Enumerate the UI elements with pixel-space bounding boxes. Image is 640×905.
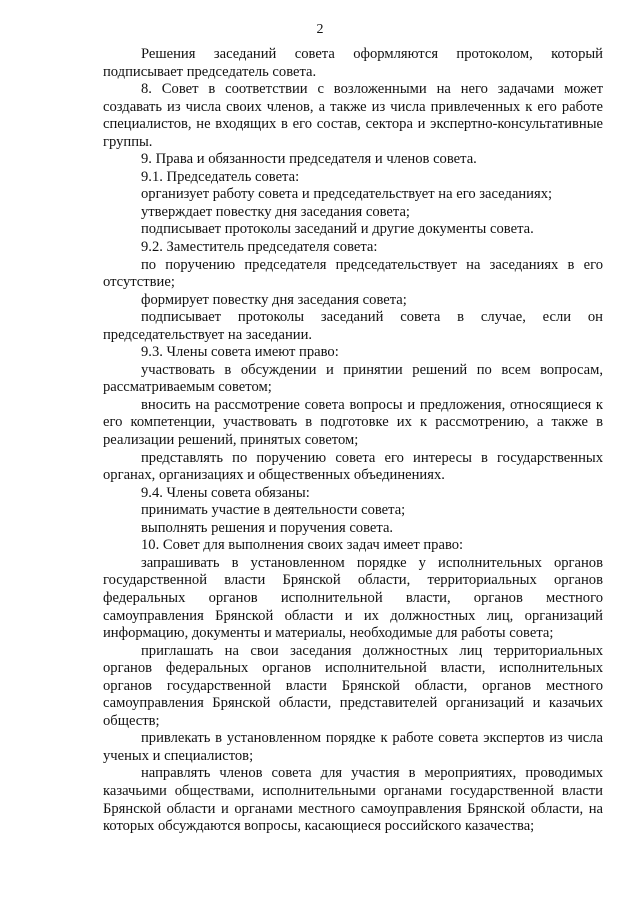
subsection-heading: 9.2. Заместитель председателя совета: [141, 239, 378, 256]
subsection-heading: 9.1. Председатель совета: [141, 168, 300, 185]
list-item: участвовать в обсуждении и принятии решений по всем вопросам, рассматриваемым советом; [103, 361, 603, 396]
list-item: утверждает повестку дня заседания совета; [141, 203, 410, 220]
paragraph: Решения заседаний совета оформляются протоколом, который подписывает председатель совета. [103, 46, 603, 80]
list-item: подписывает протоколы заседаний совета в случае, если он председательствует на заседании. [103, 309, 603, 343]
list-item: организует работу совета и председательствует на его заседаниях; [141, 186, 553, 203]
list-item: привлекать в установленном порядке к работе совета экспертов из числа ученых и специалистов; [103, 730, 603, 764]
list-item: приглашать на свои заседания должностных лиц территориальных органов федеральных органов исполнительной власти, исполнительных органов государственной власти Брянской области, органов местного самоуправления Брянской области, представителей организаций и казачьих обществ; [103, 642, 603, 729]
page-number: 2 [316, 22, 324, 37]
document-body [103, 46, 603, 836]
subsection-heading: 9.4. Члены совета обязаны: [141, 484, 310, 501]
section-heading: 9. Права и обязанности председателя и членов совета. [141, 151, 477, 168]
list-item: по поручению председателя председательствует на заседаниях в его отсутствие; [103, 256, 603, 291]
section-heading: 10. Совет для выполнения своих задач имеет право: [141, 537, 464, 554]
list-item: вносить на рассмотрение совета вопросы и предложения, относящиеся к его компетенции, участвовать в подготовке их к рассмотрению, а также в реализации решений, принятых советом; [103, 396, 603, 449]
list-item: принимать участие в деятельности совета; [141, 502, 406, 519]
list-item: направлять членов совета для участия в мероприятиях, проводимых казачьими обществами, исполнительными органами государственной власти Брянской области и органами местного самоуправления Брянской области, на которых обсуждаются вопросы, касающиеся российского казачества; [103, 765, 603, 835]
list-item: подписывает протоколы заседаний и другие документы совета. [141, 221, 534, 238]
list-item: формирует повестку дня заседания совета; [141, 291, 407, 308]
list-item: выполнять решения и поручения совета. [141, 519, 394, 536]
list-item: представлять по поручению совета его интересы в государственных органах, организациях и общественных объединениях. [103, 449, 603, 484]
list-item: запрашивать в установленном порядке у исполнительных органов государственной власти Брянской области, территориальных органов федеральных органов исполнительной власти, органов местного самоуправления Брянской области и их должностных лиц, организаций информацию, документы и материалы, необходимые для работы совета; [103, 554, 603, 642]
subsection-heading: 9.3. Члены совета имеют право: [141, 344, 339, 361]
paragraph: 8. Совет в соответствии с возложенными на него задачами может создавать из числа своих членов, а также из числа привлеченных к его работе специалистов, не входящих в его состав, сектора и экспертно-консультативные группы. [103, 81, 603, 150]
